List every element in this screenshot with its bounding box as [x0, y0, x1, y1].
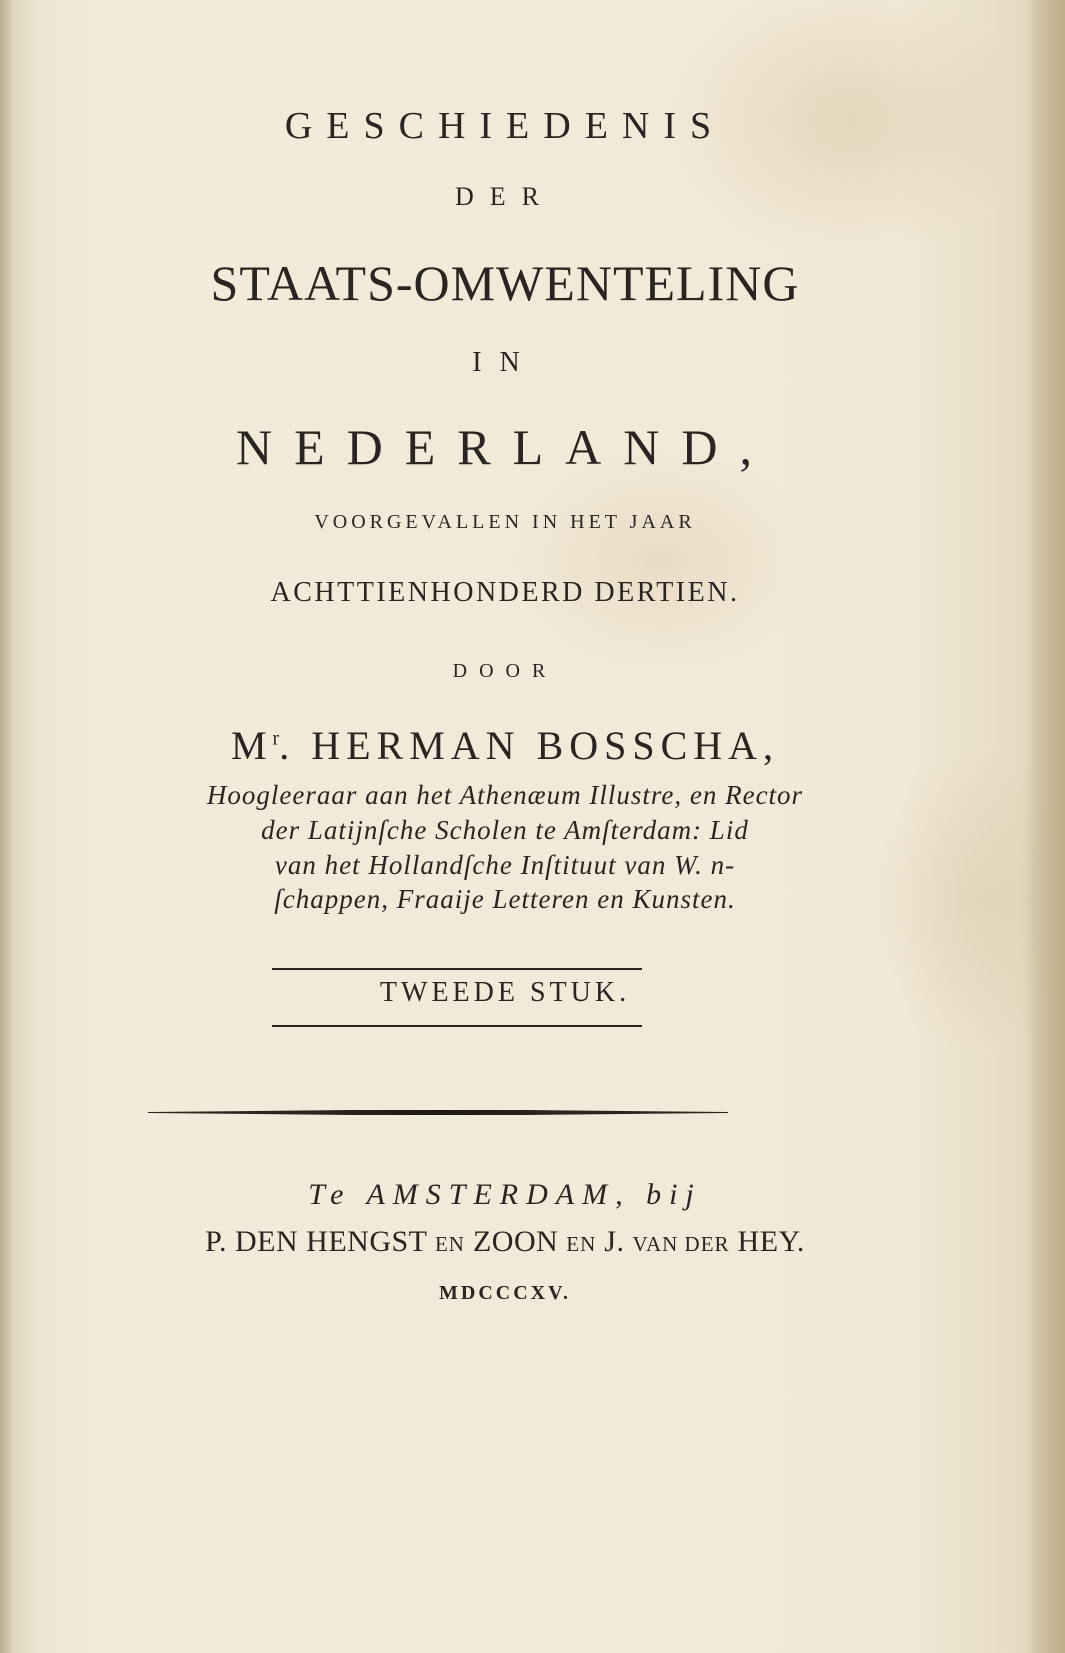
publisher-part: P. DEN HENGST — [205, 1225, 427, 1258]
imprint-publishers — [0, 1225, 1010, 1259]
subtitle-line-voorgevallen: VOORGEVALLEN IN HET JAAR — [314, 511, 696, 533]
divider-rule-bottom — [272, 1025, 642, 1027]
author-prefix: M — [230, 723, 273, 768]
affiliation-line: Hoogleeraar aan het Athenæum Illustre, en Rector — [206, 780, 804, 810]
author-name — [0, 722, 1010, 769]
author-prefix-superscript: r — [272, 727, 280, 750]
title-line-staats-omwenteling: STAATS-OMWENTELING — [210, 255, 800, 311]
author-name-text: . HERMAN BOSSCHA, — [279, 723, 780, 768]
imprint-year: MDCCCXV. — [439, 1282, 571, 1304]
page-right-edge-shadow — [1025, 0, 1065, 1653]
ornamental-rule — [148, 1110, 728, 1115]
by-label: DOOR — [452, 660, 558, 682]
publisher-conjunction: EN — [566, 1232, 597, 1256]
publisher-part: ZOON — [472, 1225, 559, 1258]
title-line-der: DER — [455, 182, 555, 211]
affiliation-line: ſchappen, Fraaije Letteren en Kunsten. — [274, 884, 736, 914]
publisher-part: J. — [604, 1225, 625, 1258]
title-line-in: IN — [472, 347, 538, 378]
volume-label: TWEEDE STUK. — [379, 977, 631, 1008]
publisher-van-der: VAN DER — [632, 1232, 730, 1256]
title-line-geschiedenis: GESCHIEDENIS — [284, 105, 726, 147]
subtitle-line-year-words: ACHTTIENHONDERD DERTIEN. — [270, 577, 740, 608]
divider-rule-top — [272, 968, 642, 970]
publisher-conjunction: EN — [434, 1232, 465, 1256]
affiliation-line: der Latijnſche Scholen te Amſterdam: Lid — [261, 815, 749, 845]
imprint-place: Te AMSTERDAM, bij — [308, 1178, 702, 1211]
title-line-nederland: NEDERLAND, — [235, 419, 775, 475]
publisher-part: HEY. — [737, 1225, 805, 1258]
affiliation-line: van het Hollandſche Inſtituut van W. n- — [274, 850, 736, 880]
